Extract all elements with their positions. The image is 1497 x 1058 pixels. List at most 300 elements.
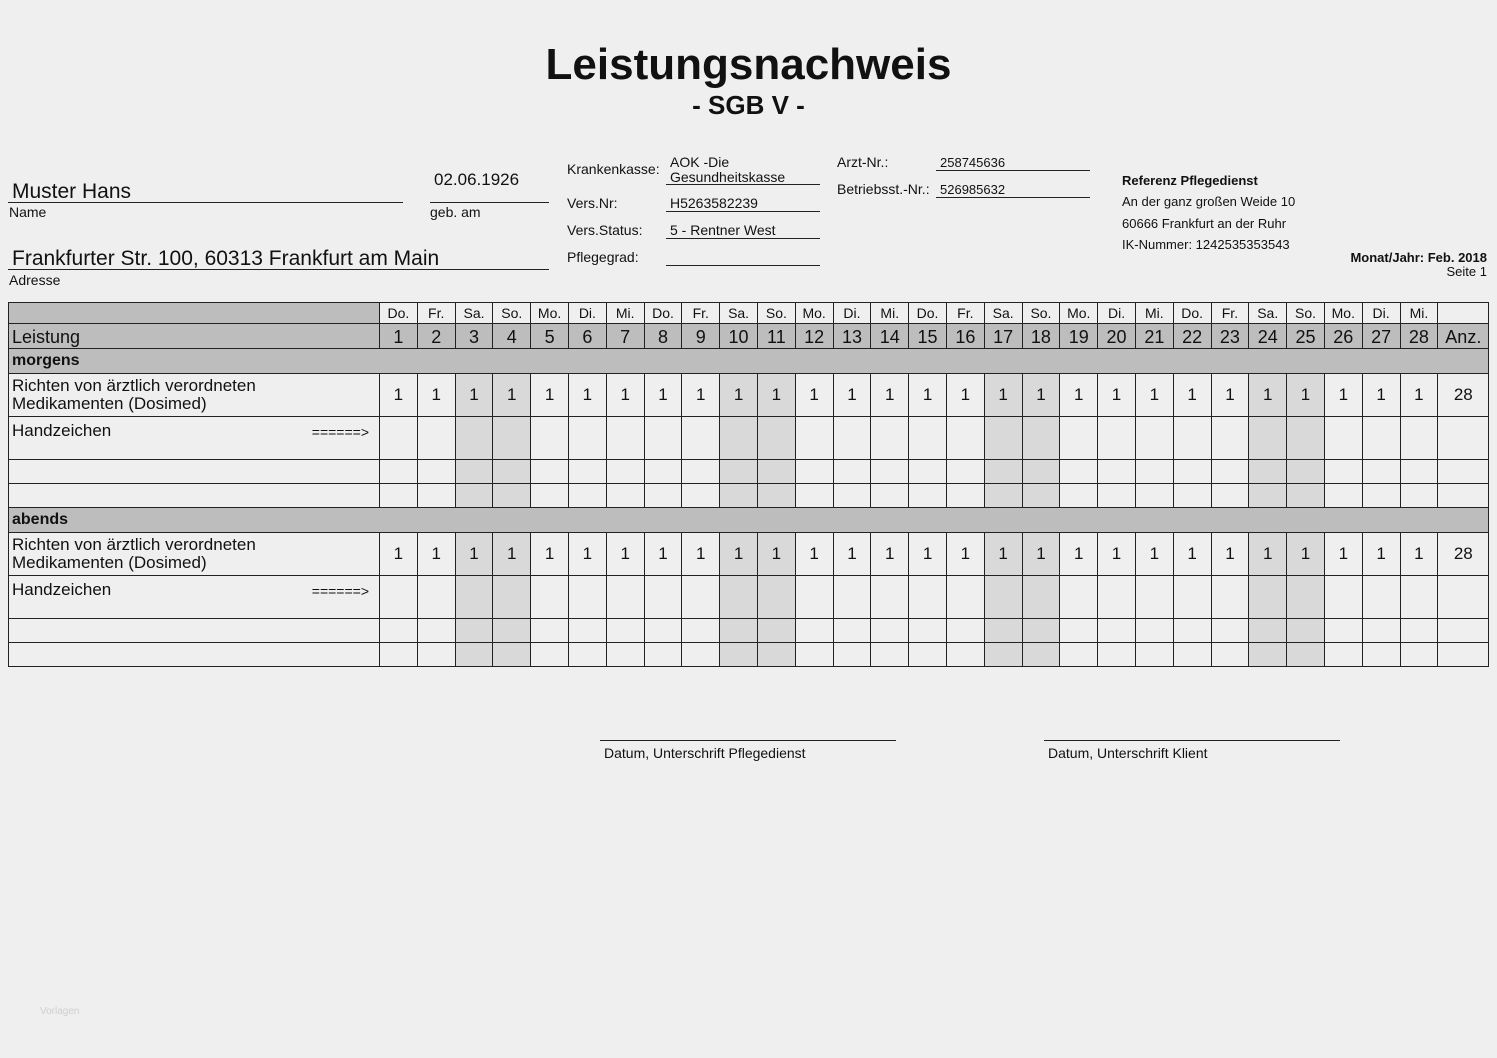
blank-cell[interactable] <box>417 484 455 508</box>
service-value-cell: 1 <box>1287 374 1325 417</box>
blank-cell[interactable] <box>1362 460 1400 484</box>
sign-cell[interactable] <box>682 576 720 619</box>
blank-cell[interactable] <box>984 460 1022 484</box>
blank-cell[interactable] <box>455 460 493 484</box>
day-number-cell: 1 <box>380 324 418 349</box>
sign-cell[interactable] <box>531 576 569 619</box>
krankenkasse-value-line1: AOK -Die <box>670 154 730 170</box>
sign-cell[interactable] <box>1098 417 1136 460</box>
watermark-text: Vorlagen <box>40 1006 80 1017</box>
sign-count-cell <box>1438 417 1489 460</box>
blank-count-cell[interactable] <box>1438 619 1489 643</box>
day-name-cell: Di. <box>1098 303 1136 324</box>
blank-row <box>9 643 1489 667</box>
service-value-cell: 1 <box>493 374 531 417</box>
blank-cell[interactable] <box>682 643 720 667</box>
section-label: abends <box>9 508 1489 533</box>
blank-cell[interactable] <box>1173 484 1211 508</box>
blank-cell[interactable] <box>682 484 720 508</box>
sign-cell[interactable] <box>455 576 493 619</box>
blank-cell[interactable] <box>1135 484 1173 508</box>
service-value-cell: 1 <box>1098 374 1136 417</box>
blank-cell[interactable] <box>1249 643 1287 667</box>
day-name-cell: Mi. <box>1400 303 1438 324</box>
day-name-cell: Mo. <box>1324 303 1362 324</box>
service-value-cell: 1 <box>1400 533 1438 576</box>
day-name-cell: Fr. <box>417 303 455 324</box>
blank-cell[interactable] <box>795 643 833 667</box>
versnr-value: H5263582239 <box>670 195 758 211</box>
service-label-cell <box>9 533 380 576</box>
blank-cell[interactable] <box>946 643 984 667</box>
sign-cell[interactable] <box>1135 576 1173 619</box>
blank-cell[interactable] <box>493 484 531 508</box>
arztnr-underline <box>936 170 1090 171</box>
sign-cell[interactable] <box>833 417 871 460</box>
sign-cell[interactable] <box>531 417 569 460</box>
blank-cell[interactable] <box>1135 619 1173 643</box>
service-value-cell: 1 <box>1022 374 1060 417</box>
day-number-cell: 18 <box>1022 324 1060 349</box>
sign-cell[interactable] <box>682 417 720 460</box>
address-underline <box>8 269 549 270</box>
sign-cell[interactable] <box>1060 576 1098 619</box>
blank-cell[interactable] <box>417 619 455 643</box>
sign-cell[interactable] <box>984 417 1022 460</box>
sign-cell[interactable] <box>606 417 644 460</box>
count-header-top <box>1438 303 1489 324</box>
service-value-cell: 1 <box>720 533 758 576</box>
blank-cell[interactable] <box>644 643 682 667</box>
day-number-cell: 15 <box>909 324 947 349</box>
blank-cell[interactable] <box>1287 643 1325 667</box>
service-label-line1: Richten von ärztlich verordneten <box>12 376 256 395</box>
blank-row <box>9 619 1489 643</box>
blank-cell[interactable] <box>1362 484 1400 508</box>
service-value-cell: 1 <box>1249 533 1287 576</box>
blank-cell[interactable] <box>531 643 569 667</box>
sign-cell[interactable] <box>1324 417 1362 460</box>
blank-cell[interactable] <box>1135 643 1173 667</box>
blank-label-cell[interactable] <box>9 643 380 667</box>
blank-cell[interactable] <box>720 619 758 643</box>
sign-cell[interactable] <box>1362 417 1400 460</box>
blank-cell[interactable] <box>757 619 795 643</box>
service-value-cell: 1 <box>644 533 682 576</box>
sign-cell[interactable] <box>1249 417 1287 460</box>
blank-cell[interactable] <box>1098 619 1136 643</box>
blank-cell[interactable] <box>455 619 493 643</box>
blank-cell[interactable] <box>720 484 758 508</box>
blank-count-cell[interactable] <box>1438 460 1489 484</box>
blank-cell[interactable] <box>1060 460 1098 484</box>
provider-signature-label: Datum, Unterschrift Pflegedienst <box>604 745 806 761</box>
blank-cell[interactable] <box>644 460 682 484</box>
day-name-cell: Di. <box>1362 303 1400 324</box>
service-value-cell: 1 <box>682 374 720 417</box>
blank-cell[interactable] <box>757 460 795 484</box>
day-number-cell: 23 <box>1211 324 1249 349</box>
day-number-cell: 25 <box>1287 324 1325 349</box>
blank-cell[interactable] <box>1022 643 1060 667</box>
blank-cell[interactable] <box>682 619 720 643</box>
sign-cell[interactable] <box>909 576 947 619</box>
blank-cell[interactable] <box>1400 484 1438 508</box>
service-value-cell: 1 <box>1211 533 1249 576</box>
blank-cell[interactable] <box>833 619 871 643</box>
blank-cell[interactable] <box>833 643 871 667</box>
blank-cell[interactable] <box>1249 619 1287 643</box>
blank-cell[interactable] <box>682 460 720 484</box>
sign-cell[interactable] <box>1173 576 1211 619</box>
sign-cell[interactable] <box>757 417 795 460</box>
blank-cell[interactable] <box>1173 619 1211 643</box>
krankenkasse-underline <box>666 184 820 185</box>
blank-cell[interactable] <box>871 484 909 508</box>
arztnr-value: 258745636 <box>940 155 1006 170</box>
day-name-cell: So. <box>493 303 531 324</box>
sign-cell[interactable] <box>493 417 531 460</box>
blank-cell[interactable] <box>757 643 795 667</box>
blank-cell[interactable] <box>644 619 682 643</box>
day-name-cell: Sa. <box>984 303 1022 324</box>
service-value-cell: 1 <box>909 533 947 576</box>
sign-cell[interactable] <box>606 576 644 619</box>
sign-count-cell <box>1438 576 1489 619</box>
sign-cell[interactable] <box>455 417 493 460</box>
patient-address: Frankfurter Str. 100, 60313 Frankfurt am Main <box>12 247 440 270</box>
pflegegrad-underline <box>666 265 820 266</box>
blank-cell[interactable] <box>1362 643 1400 667</box>
day-number-cell: 4 <box>493 324 531 349</box>
blank-cell[interactable] <box>1022 460 1060 484</box>
blank-cell[interactable] <box>606 460 644 484</box>
blank-cell[interactable] <box>795 619 833 643</box>
blank-cell[interactable] <box>1324 460 1362 484</box>
blank-cell[interactable] <box>380 460 418 484</box>
service-value-cell: 1 <box>795 374 833 417</box>
service-value-cell: 1 <box>757 533 795 576</box>
service-value-cell: 1 <box>606 533 644 576</box>
day-number-cell: 21 <box>1135 324 1173 349</box>
day-name-cell: Di. <box>833 303 871 324</box>
blank-cell[interactable] <box>1173 460 1211 484</box>
service-value-cell: 1 <box>455 374 493 417</box>
blank-cell[interactable] <box>833 484 871 508</box>
blank-cell[interactable] <box>871 619 909 643</box>
blank-cell[interactable] <box>909 484 947 508</box>
sign-cell[interactable] <box>1060 417 1098 460</box>
sign-cell[interactable] <box>946 576 984 619</box>
blank-cell[interactable] <box>946 619 984 643</box>
blank-cell[interactable] <box>909 619 947 643</box>
blank-cell[interactable] <box>984 619 1022 643</box>
blank-cell[interactable] <box>1287 619 1325 643</box>
sign-cell[interactable] <box>644 576 682 619</box>
service-value-cell: 1 <box>871 374 909 417</box>
day-number-cell: 10 <box>720 324 758 349</box>
service-value-cell: 1 <box>568 374 606 417</box>
blank-cell[interactable] <box>757 484 795 508</box>
day-number-cell: 5 <box>531 324 569 349</box>
client-signature-line <box>1044 740 1340 741</box>
day-name-cell: Mo. <box>531 303 569 324</box>
blank-count-cell[interactable] <box>1438 484 1489 508</box>
sign-cell[interactable] <box>1098 576 1136 619</box>
blank-cell[interactable] <box>1060 619 1098 643</box>
blank-cell[interactable] <box>531 484 569 508</box>
day-name-cell: Mi. <box>606 303 644 324</box>
blank-cell[interactable] <box>568 484 606 508</box>
service-table <box>8 302 1489 667</box>
blank-cell[interactable] <box>417 460 455 484</box>
blank-cell[interactable] <box>1400 619 1438 643</box>
birthdate-value: 02.06.1926 <box>434 170 520 189</box>
day-name-cell: So. <box>1022 303 1060 324</box>
service-value-cell: 1 <box>946 533 984 576</box>
blank-row <box>9 460 1489 484</box>
day-number-cell: 2 <box>417 324 455 349</box>
blank-cell[interactable] <box>568 643 606 667</box>
blank-label-cell[interactable] <box>9 484 380 508</box>
sign-cell[interactable] <box>1287 417 1325 460</box>
blank-cell[interactable] <box>568 460 606 484</box>
day-name-cell: Mo. <box>1060 303 1098 324</box>
blank-cell[interactable] <box>909 643 947 667</box>
blank-label-cell[interactable] <box>9 619 380 643</box>
blank-cell[interactable] <box>1060 643 1098 667</box>
service-value-cell: 1 <box>1173 374 1211 417</box>
blank-cell[interactable] <box>1211 484 1249 508</box>
versstatus-label: Vers.Status: <box>567 222 643 238</box>
service-value-cell: 1 <box>1362 533 1400 576</box>
blank-cell[interactable] <box>720 643 758 667</box>
sign-cell[interactable] <box>1022 417 1060 460</box>
day-number-cell: 8 <box>644 324 682 349</box>
blank-cell[interactable] <box>606 619 644 643</box>
service-value-cell: 1 <box>1324 374 1362 417</box>
service-value-cell: 1 <box>1400 374 1438 417</box>
blank-cell[interactable] <box>606 643 644 667</box>
blank-cell[interactable] <box>568 619 606 643</box>
day-name-cell: Fr. <box>946 303 984 324</box>
sign-cell[interactable] <box>871 417 909 460</box>
sign-cell[interactable] <box>795 576 833 619</box>
service-value-cell: 1 <box>1173 533 1211 576</box>
blank-cell[interactable] <box>795 460 833 484</box>
sign-cell[interactable] <box>1287 576 1325 619</box>
service-value-cell: 1 <box>1022 533 1060 576</box>
service-header: Leistung <box>9 324 380 349</box>
blank-cell[interactable] <box>380 619 418 643</box>
blank-cell[interactable] <box>380 484 418 508</box>
blank-cell[interactable] <box>493 643 531 667</box>
day-name-cell: Sa. <box>720 303 758 324</box>
blank-cell[interactable] <box>1362 619 1400 643</box>
blank-cell[interactable] <box>1098 484 1136 508</box>
sign-row <box>9 417 1489 460</box>
day-number-cell: 12 <box>795 324 833 349</box>
page-title: Leistungsnachweis <box>545 40 952 89</box>
blank-cell[interactable] <box>531 460 569 484</box>
sign-cell[interactable] <box>493 576 531 619</box>
sign-cell[interactable] <box>757 576 795 619</box>
day-number-cell: 9 <box>682 324 720 349</box>
blank-cell[interactable] <box>606 484 644 508</box>
service-value-cell: 1 <box>1060 533 1098 576</box>
blank-cell[interactable] <box>531 619 569 643</box>
provider-city: 60666 Frankfurt an der Ruhr <box>1122 216 1287 231</box>
sign-cell[interactable] <box>1173 417 1211 460</box>
day-number-cell: 3 <box>455 324 493 349</box>
sign-cell[interactable] <box>720 576 758 619</box>
blank-cell[interactable] <box>1324 643 1362 667</box>
blank-cell[interactable] <box>1211 619 1249 643</box>
day-number-cell: 7 <box>606 324 644 349</box>
day-number-cell: 13 <box>833 324 871 349</box>
blank-cell[interactable] <box>795 484 833 508</box>
sign-cell[interactable] <box>1022 576 1060 619</box>
blank-label-cell[interactable] <box>9 460 380 484</box>
blank-cell[interactable] <box>1211 460 1249 484</box>
blank-cell[interactable] <box>1324 619 1362 643</box>
blank-cell[interactable] <box>1098 643 1136 667</box>
day-name-cell: So. <box>757 303 795 324</box>
sign-cell[interactable] <box>1362 576 1400 619</box>
blank-cell[interactable] <box>909 460 947 484</box>
sign-cell[interactable] <box>909 417 947 460</box>
blank-cell[interactable] <box>493 460 531 484</box>
sign-cell[interactable] <box>417 576 455 619</box>
day-name-cell: Fr. <box>1211 303 1249 324</box>
blank-cell[interactable] <box>380 643 418 667</box>
blank-cell[interactable] <box>1249 460 1287 484</box>
day-names-row <box>9 303 1489 324</box>
blank-cell[interactable] <box>1060 484 1098 508</box>
blank-cell[interactable] <box>871 460 909 484</box>
versstatus-underline <box>666 238 820 239</box>
day-number-cell: 11 <box>757 324 795 349</box>
sign-cell[interactable] <box>1211 417 1249 460</box>
day-number-cell: 17 <box>984 324 1022 349</box>
birthdate-underline <box>430 202 549 203</box>
sign-cell[interactable] <box>795 417 833 460</box>
sign-cell[interactable] <box>720 417 758 460</box>
blank-count-cell[interactable] <box>1438 643 1489 667</box>
blank-cell[interactable] <box>1098 460 1136 484</box>
blank-cell[interactable] <box>644 484 682 508</box>
section-label: morgens <box>9 349 1489 374</box>
service-value-cell: 1 <box>833 374 871 417</box>
blank-cell[interactable] <box>984 643 1022 667</box>
blank-cell[interactable] <box>1022 484 1060 508</box>
sign-cell[interactable] <box>568 417 606 460</box>
blank-cell[interactable] <box>720 460 758 484</box>
sign-label: Handzeichen <box>12 421 112 440</box>
sign-cell[interactable] <box>417 417 455 460</box>
blank-cell[interactable] <box>1400 643 1438 667</box>
service-value-cell: 1 <box>455 533 493 576</box>
sign-cell[interactable] <box>380 417 418 460</box>
day-number-cell: 26 <box>1324 324 1362 349</box>
sign-cell[interactable] <box>568 576 606 619</box>
day-name-cell: Mi. <box>871 303 909 324</box>
sign-cell[interactable] <box>946 417 984 460</box>
sign-cell[interactable] <box>1249 576 1287 619</box>
service-row <box>9 533 1489 576</box>
service-label-line2: Medikamenten (Dosimed) <box>12 553 207 572</box>
blank-cell[interactable] <box>984 484 1022 508</box>
blank-cell[interactable] <box>455 484 493 508</box>
day-number-cell: 6 <box>568 324 606 349</box>
blank-cell[interactable] <box>1211 643 1249 667</box>
sign-cell[interactable] <box>644 417 682 460</box>
blank-cell[interactable] <box>833 460 871 484</box>
service-value-cell: 1 <box>1324 533 1362 576</box>
sign-cell[interactable] <box>871 576 909 619</box>
service-value-cell: 1 <box>984 533 1022 576</box>
blank-cell[interactable] <box>1135 460 1173 484</box>
sign-cell[interactable] <box>833 576 871 619</box>
sign-label: Handzeichen <box>12 580 112 599</box>
blank-cell[interactable] <box>1249 484 1287 508</box>
service-value-cell: 1 <box>644 374 682 417</box>
day-name-cell: Sa. <box>455 303 493 324</box>
day-name-cell: Mo. <box>795 303 833 324</box>
blank-cell[interactable] <box>1022 619 1060 643</box>
versstatus-value: 5 - Rentner West <box>670 222 776 238</box>
sign-cell[interactable] <box>1211 576 1249 619</box>
blank-cell[interactable] <box>417 643 455 667</box>
sign-cell[interactable] <box>1400 417 1438 460</box>
blank-cell[interactable] <box>493 619 531 643</box>
blank-cell[interactable] <box>946 460 984 484</box>
blank-cell[interactable] <box>946 484 984 508</box>
day-number-cell: 19 <box>1060 324 1098 349</box>
name-underline <box>8 202 403 203</box>
service-value-cell: 1 <box>606 374 644 417</box>
day-name-cell: Do. <box>1173 303 1211 324</box>
provider-signature-line <box>600 740 896 741</box>
service-value-cell: 1 <box>1098 533 1136 576</box>
blank-cell[interactable] <box>871 643 909 667</box>
blank-cell[interactable] <box>1324 484 1362 508</box>
service-value-cell: 1 <box>493 533 531 576</box>
blank-cell[interactable] <box>1287 484 1325 508</box>
sign-cell[interactable] <box>380 576 418 619</box>
service-value-cell: 1 <box>568 533 606 576</box>
blank-cell[interactable] <box>1287 460 1325 484</box>
sign-arrow: ======> <box>311 424 369 440</box>
service-value-cell: 1 <box>1060 374 1098 417</box>
blank-cell[interactable] <box>455 643 493 667</box>
blank-cell[interactable] <box>1173 643 1211 667</box>
krankenkasse-value-line2: Gesundheitskasse <box>670 169 786 185</box>
blank-cell[interactable] <box>1400 460 1438 484</box>
sign-cell[interactable] <box>1135 417 1173 460</box>
service-label-cell <box>9 374 380 417</box>
day-number-cell: 27 <box>1362 324 1400 349</box>
service-value-cell: 1 <box>720 374 758 417</box>
day-name-cell: Do. <box>644 303 682 324</box>
sign-arrow: ======> <box>311 583 369 599</box>
krankenkasse-label: Krankenkasse: <box>567 161 660 177</box>
service-value-cell: 1 <box>833 533 871 576</box>
sign-cell[interactable] <box>1400 576 1438 619</box>
service-value-cell: 1 <box>417 374 455 417</box>
sign-cell[interactable] <box>984 576 1022 619</box>
sign-cell[interactable] <box>1324 576 1362 619</box>
